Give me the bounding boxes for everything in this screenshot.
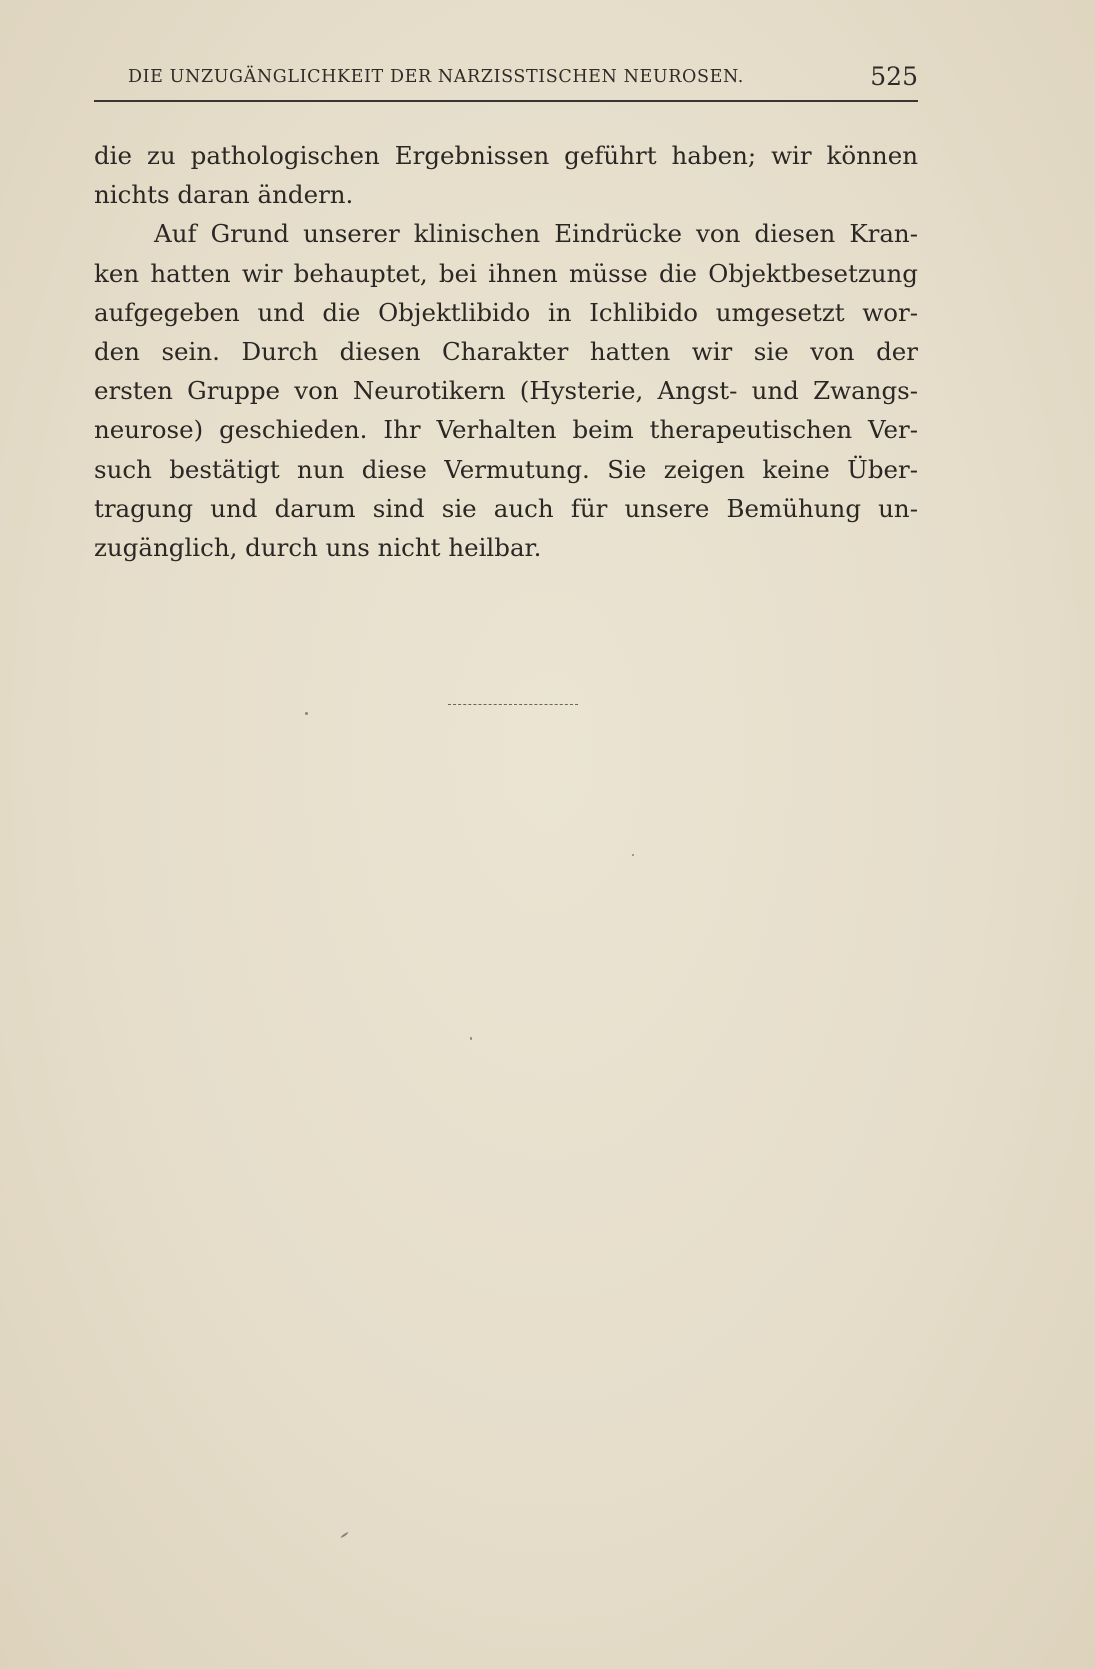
text-line: ersten Gruppe von Neurotikern (Hysterie, Angst- und Zwangs- bbox=[94, 376, 918, 406]
text-line: neurose) geschieden. Ihr Verhalten beim therapeutischen Ver- bbox=[94, 415, 918, 445]
running-head: DIE UNZUGÄNGLICHKEIT DER NARZISSTISCHEN NEUROSEN. bbox=[128, 67, 744, 87]
text-line: aufgegeben und die Objektlibido in Ichlibido umgesetzt wor- bbox=[94, 297, 918, 327]
text-line: such bestätigt nun diese Vermutung. Sie zeigen keine Über- bbox=[94, 454, 918, 484]
text-line: Auf Grund unserer klinischen Eindrücke von diesen Kran- bbox=[154, 219, 918, 249]
text-line: zugänglich, durch uns nicht heilbar. bbox=[94, 532, 542, 562]
paper-speck bbox=[340, 1532, 349, 1539]
section-end-rule bbox=[448, 704, 578, 705]
paragraph-1 bbox=[94, 136, 918, 214]
paper-speck bbox=[305, 712, 308, 715]
body-text bbox=[94, 136, 918, 567]
header-rule bbox=[94, 100, 918, 102]
paper-speck bbox=[470, 1037, 472, 1040]
text-line: die zu pathologischen Ergebnissen geführt haben; wir können bbox=[94, 141, 918, 170]
text-line: den sein. Durch diesen Charakter hatten wir sie von der bbox=[94, 336, 918, 366]
text-line: nichts daran ändern. bbox=[94, 180, 354, 210]
paragraph-2 bbox=[94, 214, 918, 567]
text-line: tragung und darum sind sie auch für unsere Bemühung un- bbox=[94, 493, 918, 523]
page-header bbox=[94, 62, 918, 98]
text-line: ken hatten wir behauptet, bei ihnen müsse die Objektbesetzung bbox=[94, 258, 918, 288]
page-number: 525 bbox=[870, 62, 918, 91]
paper-speck bbox=[632, 854, 634, 856]
